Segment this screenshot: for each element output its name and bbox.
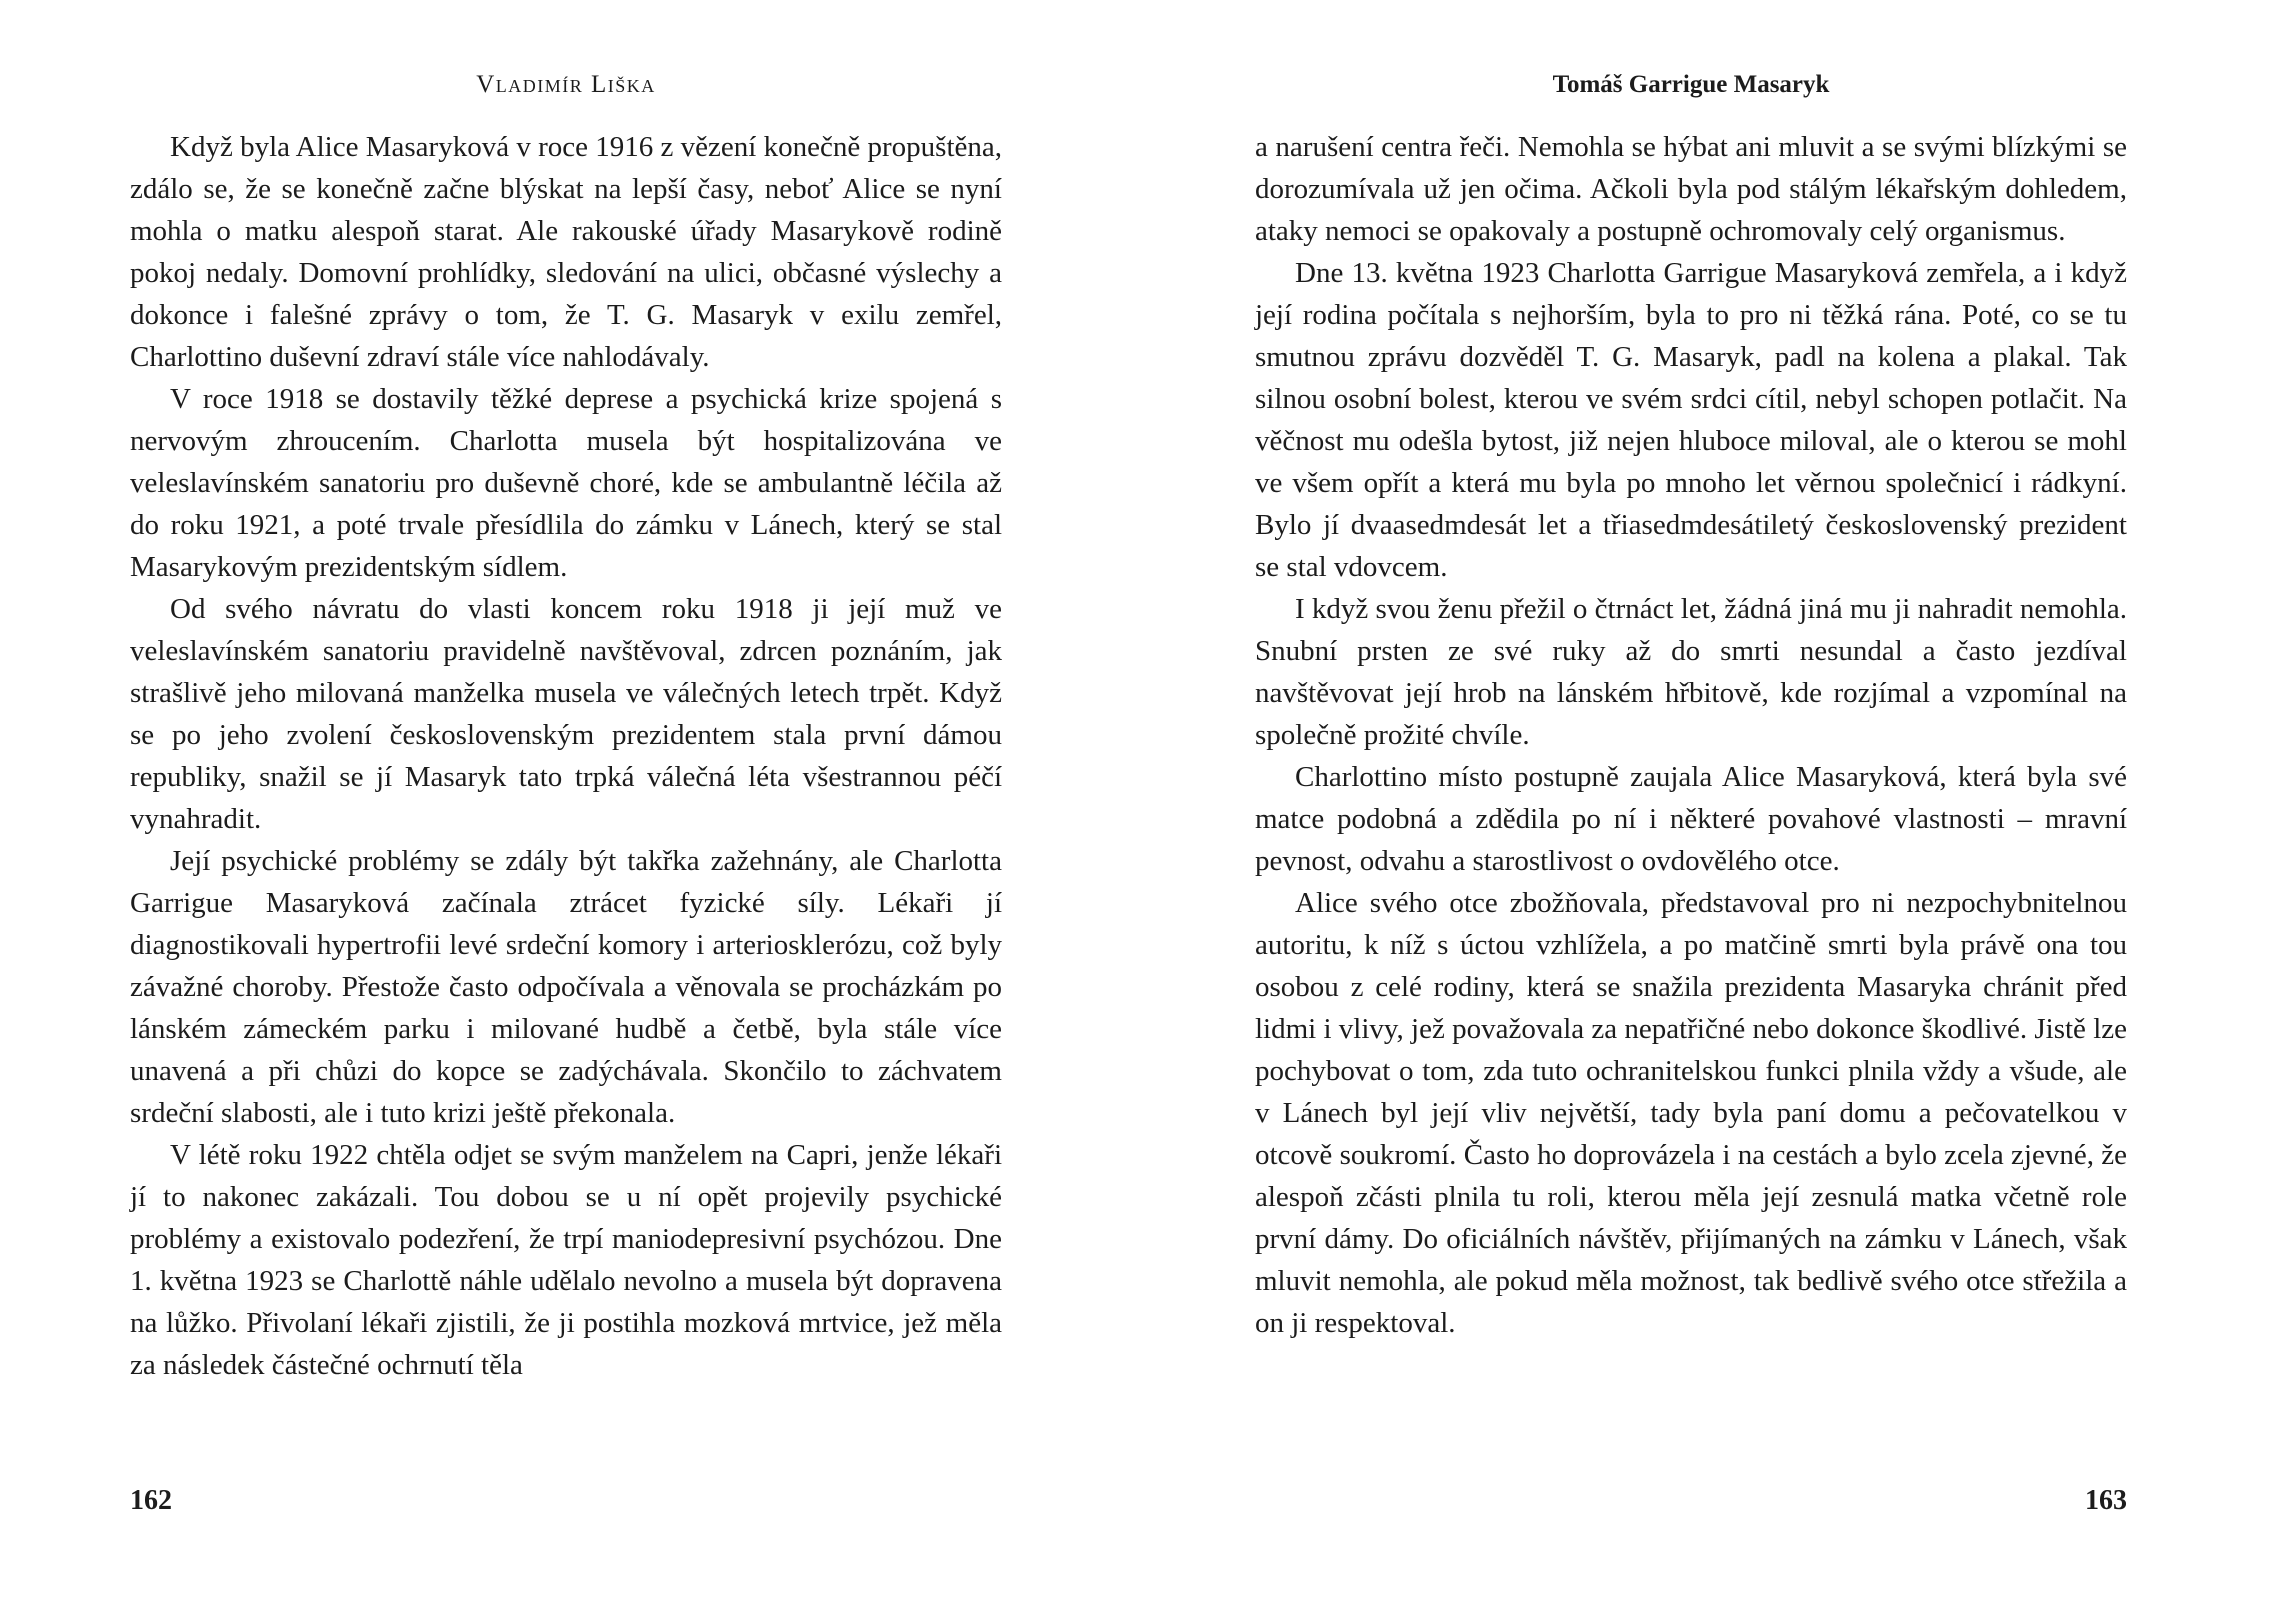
running-header-author: Vladimír Liška bbox=[476, 71, 656, 98]
paragraph: Alice svého otce zbožňovala, představoval pro ni nezpochybnitelnou autoritu, k níž s úctou vzhlížela, a po matčině smrti byla právě ona tou osobou z celé rodiny, která se snažila prezidenta Masaryka chránit před lidmi i vlivy, jež považovala za nepatřičné nebo dokonce škodlivé. Jistě lze pochybovat o tom, zda tuto ochranitelskou funkci plnila vždy a všude, ale v Lánech byl její vliv největší, tady byla paní domu a pečovatelkou v otcově soukromí. Často ho doprovázela i na cestách a bylo zcela zjevné, že alespoň zčásti plnila tu roli, kterou měla její zesnulá matka včetně role první dámy. Do oficiálních návštěv, přijímaných na zámku v Lánech, však mluvit nemohla, ale pokud měla možnost, tak bedlivě svého otce střežila a on ji respektoval. bbox=[1255, 887, 2127, 1339]
page-number-right: 163 bbox=[2085, 1485, 2127, 1516]
paragraph: I když svou ženu přežil o čtrnáct let, žádná jiná mu ji nahradit nemohla. Snubní prsten ze své ruky až do smrti nesundal a často jezdíval navštěvovat její hrob na lánském hřbitově, kde rozjímal a vzpomínal na společně prožité chvíle. bbox=[1255, 593, 2127, 751]
paragraph: Její psychické problémy se zdály být takřka zažehnány, ale Charlotta Garrigue Masaryková začínala ztrácet fyzické síly. Lékaři jí diagnostikovali hypertrofii levé srdeční komory i arteriosklerózu, což byly závažné choroby. Přestože často odpočívala a věnovala se procházkám po lánském zámeckém parku i milované hudbě a četbě, byla stále více unavená a při chůzi do kopce se zadýchávala. Skončilo to záchvatem srdeční slabosti, ale i tuto krizi ještě překonala. bbox=[130, 845, 1002, 1129]
paragraph: Dne 13. května 1923 Charlotta Garrigue Masaryková zemřela, a i když její rodina počítala s nejhorším, byla to pro ni těžká rána. Poté, co se tu smutnou zprávu dozvěděl T. G. Masaryk, padl na kolena a plakal. Tak silnou osobní bolest, kterou ve svém srdci cítil, nebyl schopen potlačit. Na věčnost mu odešla bytost, již nejen hluboce miloval, ale o kterou se mohl ve všem opřít a která mu byla po mnoho let věrnou společnicí i rádkyní. Bylo jí dvaasedmdesát let a třiasedmdesátiletý československý prezident se stal vdovcem. bbox=[1255, 257, 2127, 583]
paragraph: V létě roku 1922 chtěla odjet se svým manželem na Capri, jenže lékaři jí to nakonec zakázali. Tou dobou se u ní opět projevily psychické problémy a existovalo podezření, že trpí maniodepresivní psychózou. Dne 1. května 1923 se Charlottě náhle udělalo nevolno a musela být dopravena na lůžko. Přivolaní lékaři zjistili, že ji postihla mozková mrtvice, jež měla za následek částečné ochrnutí těla bbox=[130, 1139, 1002, 1381]
paragraph: V roce 1918 se dostavily těžké deprese a psychická krize spojená s nervovým zhroucením. Charlotta musela být hospitalizována ve veleslavínském sanatoriu pro duševně choré, kde se ambulantně léčila až do roku 1921, a poté trvale přesídlila do zámku v Lánech, který se stal Masarykovým prezidentským sídlem. bbox=[130, 383, 1002, 583]
paragraph-continuation: a narušení centra řeči. Nemohla se hýbat ani mluvit a se svými blízkými se dorozumívala už jen očima. Ačkoli byla pod stálým lékařským dohledem, ataky nemoci se opakovaly a postupně ochromovaly celý organismus. bbox=[1255, 131, 2127, 247]
page-left-body bbox=[130, 126, 1002, 1386]
paragraph: Když byla Alice Masaryková v roce 1916 z vězení konečně propuštěna, zdálo se, že se konečně začne blýskat na lepší časy, neboť Alice se nyní mohla o matku alespoň starat. Ale rakouské úřady Masarykově rodině pokoj nedaly. Domovní prohlídky, sledování na ulici, občasné výslechy a dokonce i falešné zprávy o tom, že T. G. Masaryk v exilu zemřel, Charlottino duševní zdraví stále více nahlodávaly. bbox=[130, 131, 1002, 373]
page-right bbox=[1142, 0, 2284, 1615]
page-right-body bbox=[1255, 126, 2127, 1344]
paragraph: Od svého návratu do vlasti koncem roku 1918 ji její muž ve veleslavínském sanatoriu pravidelně navštěvoval, zdrcen poznáním, jak strašlivě jeho milovaná manželka musela ve válečných letech trpět. Když se po jeho zvolení československým prezidentem stala první dámou republiky, snažil se jí Masaryk tato trpká válečná léta všestrannou péčí vynahradit. bbox=[130, 593, 1002, 835]
paragraph: Charlottino místo postupně zaujala Alice Masaryková, která byla své matce podobná a zdědila po ní i některé povahové vlastnosti – mravní pevnost, odvahu a starostlivost o ovdovělého otce. bbox=[1255, 761, 2127, 877]
page-number-left: 162 bbox=[130, 1485, 172, 1516]
running-header-book-title: Tomáš Garrigue Masaryk bbox=[1552, 71, 1830, 98]
